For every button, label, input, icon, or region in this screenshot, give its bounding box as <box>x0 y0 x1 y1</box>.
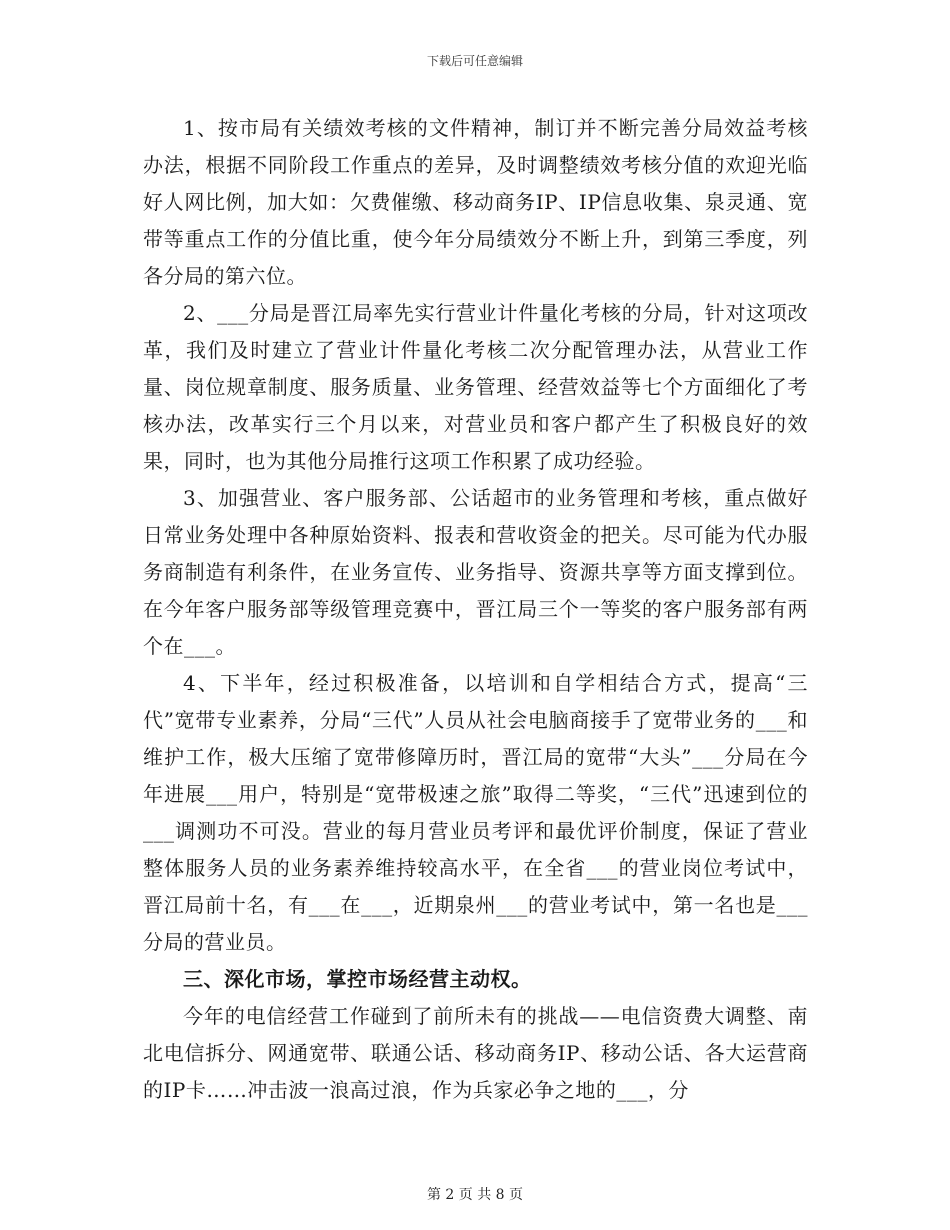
document-body <box>143 110 808 1109</box>
paragraph-item-4: 4、下半年，经过积极准备，以培训和自学相结合方式，提高“三代”宽带专业素养，分局“三代”人员从社会电脑商接手了宽带业务的___和维护工作，极大压缩了宽带修障历时，晋江局的宽带“大头”___分局在今年进展___用户，特别是“宽带极速之旅”取得二等奖，“三代”迅速到位的___调测功不可没。营业的每月营业员考评和最优评价制度，保证了营业整体服务人员的业务素养维持较高水平，在全省___的营业岗位考试中，晋江局前十名，有___在___，近期泉州___的营业考试中，第一名也是___分局的营业员。 <box>143 671 808 954</box>
paragraph-item-2: 2、___分局是晋江局率先实行营业计件量化考核的分局，针对这项改革，我们及时建立了营业计件量化考核二次分配管理办法，从营业工作量、岗位规章制度、服务质量、业务管理、经营效益等七个方面细化了考核办法，改革实行三个月以来，对营业员和客户都产生了积极良好的效果，同时，也为其他分局推行这项工作积累了成功经验。 <box>143 301 808 473</box>
section-heading: 三、深化市场，掌控市场经营主动权。 <box>183 967 532 991</box>
paragraph-body: 今年的电信经营工作碰到了前所未有的挑战——电信资费大调整、南北电信拆分、网通宽带、联通公话、移动商务IP、移动公话、各大运营商的IP卡……冲击波一浪高过浪，作为兵家必争之地的___，分 <box>143 1004 808 1102</box>
page-number: 第 2 页 共 8 页 <box>426 1187 524 1203</box>
paragraph-item-1: 1、按市局有关绩效考核的文件精神，制订并不断完善分局效益考核办法，根据不同阶段工作重点的差异，及时调整绩效考核分值的欢迎光临好人网比例，加大如：欠费催缴、移动商务IP、IP信息收集、泉灵通、宽带等重点工作的分值比重，使今年分局绩效分不断上升，到第三季度，列各分局的第六位。 <box>143 116 808 288</box>
page-header <box>0 52 950 69</box>
header-note: 下载后可任意编辑 <box>426 54 523 68</box>
paragraph-item-3: 3、加强营业、客户服务部、公话超市的业务管理和考核，重点做好日常业务处理中各种原始资料、报表和营收资金的把关。尽可能为代办服务商制造有利条件，在业务宣传、业务指导、资源共享等方面支撑到位。在今年客户服务部等级管理竞赛中，晋江局三个一等奖的客户服务部有两个在___。 <box>143 486 808 658</box>
page-footer <box>0 1184 950 1204</box>
